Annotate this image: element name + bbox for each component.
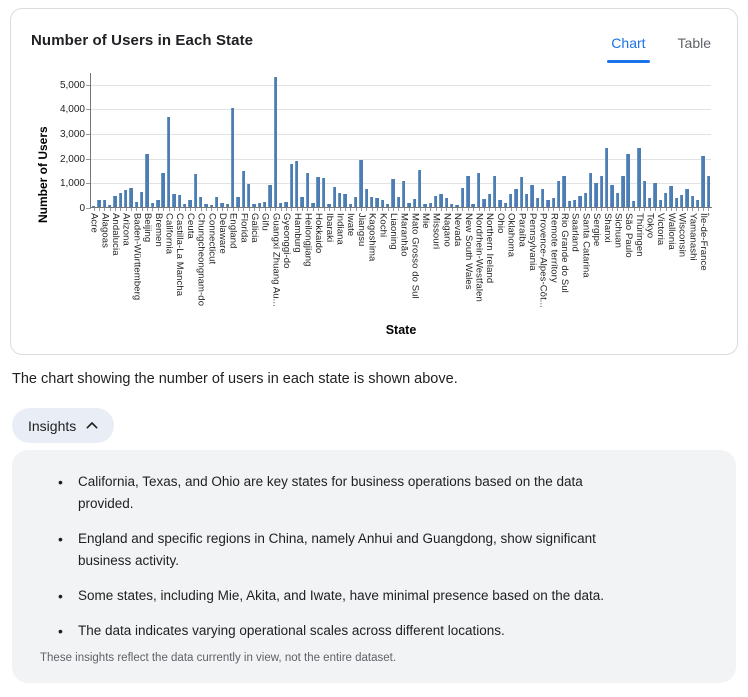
x-tick <box>275 208 276 211</box>
bar[interactable] <box>140 192 143 208</box>
x-tick <box>564 208 565 211</box>
x-tick-label: Castilla-La Mancha <box>174 213 186 297</box>
bar[interactable] <box>514 189 517 208</box>
x-tick <box>682 208 683 211</box>
x-tick <box>436 208 437 211</box>
x-tick-label: Kochi <box>377 213 389 238</box>
x-tick-label: Nordrhein-Westfalen <box>473 213 485 302</box>
x-tick <box>318 208 319 211</box>
x-tick <box>409 208 410 211</box>
x-tick <box>612 208 613 211</box>
x-tick-label: Victoria <box>655 213 667 246</box>
x-tick-label: Île-de-France <box>697 213 709 271</box>
x-tick-label: São Paulo <box>623 213 635 258</box>
x-tick <box>104 208 105 211</box>
x-tick <box>414 208 415 211</box>
x-tick <box>158 208 159 211</box>
x-tick-label: Remote territory <box>548 213 560 283</box>
x-tick-label: Wallonia <box>665 213 677 250</box>
x-tick-label: Hokkaido <box>313 213 325 254</box>
bar[interactable] <box>584 193 587 208</box>
x-tick <box>489 208 490 211</box>
x-tick-label: Arizona <box>120 213 132 246</box>
bar[interactable] <box>316 177 319 208</box>
x-tick <box>297 208 298 211</box>
y-tick-label: 0 <box>79 203 85 214</box>
x-tick <box>639 208 640 211</box>
x-tick <box>163 208 164 211</box>
x-tick <box>591 208 592 211</box>
x-tick-label: Heilongjiang <box>302 213 314 267</box>
x-tick <box>313 208 314 211</box>
x-tick-label: Jiangsu <box>355 213 367 247</box>
x-tick <box>254 208 255 211</box>
insight-line: • California, Texas, and Ohio are key states for business operations based on the data <box>78 474 583 489</box>
x-tick-label: Mato Grosso do Sul <box>409 213 421 299</box>
x-tick <box>345 208 346 211</box>
x-tick-label: Hamburg <box>291 213 303 253</box>
x-tick-label: Santa Catarina <box>580 213 592 278</box>
x-tick <box>99 208 100 211</box>
x-tick <box>623 208 624 211</box>
x-tick-label: Beijing <box>142 213 154 243</box>
x-tick-label: Chungcheongnam-do <box>195 213 207 307</box>
x-tick <box>425 208 426 211</box>
x-tick <box>446 208 447 211</box>
card-header <box>31 25 721 61</box>
y-axis-title: Number of Users <box>36 126 50 223</box>
x-tick <box>543 208 544 211</box>
x-tick-label: Andalucia <box>110 213 122 256</box>
x-tick-label: Northern Ireland <box>484 213 496 284</box>
x-tick <box>708 208 709 211</box>
bar[interactable] <box>610 185 613 208</box>
x-axis-line <box>90 207 712 208</box>
x-tick <box>334 208 335 211</box>
x-tick <box>457 208 458 211</box>
gridline <box>91 85 711 86</box>
x-tick-label: Shanxi <box>601 213 613 243</box>
x-tick <box>174 208 175 211</box>
bar[interactable] <box>621 176 624 208</box>
x-tick <box>548 208 549 211</box>
x-tick <box>484 208 485 211</box>
x-tick <box>500 208 501 211</box>
x-tick-label: Pennsylvania <box>526 213 538 271</box>
x-tick-label: Sergipe <box>591 213 603 247</box>
x-tick <box>115 208 116 211</box>
x-tick <box>372 208 373 211</box>
x-tick <box>286 208 287 211</box>
bar[interactable] <box>145 154 148 208</box>
bar[interactable] <box>626 154 629 208</box>
x-tick-label: Guangxi Zhuang Au... <box>270 213 282 307</box>
x-tick <box>356 208 357 211</box>
x-tick <box>505 208 506 211</box>
x-tick-label: Sichuan <box>612 213 624 249</box>
x-tick <box>676 208 677 211</box>
x-tick <box>147 208 148 211</box>
bar[interactable] <box>322 178 325 208</box>
x-tick <box>468 208 469 211</box>
x-tick-label: Tokyo <box>644 213 656 239</box>
x-tick <box>233 208 234 211</box>
x-tick <box>110 208 111 211</box>
bar[interactable] <box>520 177 523 208</box>
x-tick <box>617 208 618 211</box>
tab-chart[interactable]: Chart <box>609 29 647 63</box>
bar[interactable] <box>359 160 362 208</box>
bar[interactable] <box>605 148 608 208</box>
x-tick-label: Mie <box>420 213 432 229</box>
x-tick <box>532 208 533 211</box>
x-tick <box>169 208 170 211</box>
x-tick <box>660 208 661 211</box>
bar[interactable] <box>306 173 309 208</box>
x-tick <box>553 208 554 211</box>
insight-line: business activity. <box>78 553 180 568</box>
x-tick-label: Rio Grande do Sul <box>559 213 571 293</box>
x-tick-label: California <box>163 213 175 255</box>
bar[interactable] <box>365 189 368 208</box>
bar-chart <box>11 65 739 355</box>
chart-caption: The chart showing the number of users in each state is shown above. <box>12 371 458 387</box>
x-tick <box>211 208 212 211</box>
x-tick <box>698 208 699 211</box>
x-tick <box>655 208 656 211</box>
bar[interactable] <box>338 193 341 208</box>
x-tick <box>420 208 421 211</box>
gridline <box>91 134 711 135</box>
x-tick <box>206 208 207 211</box>
x-tick <box>596 208 597 211</box>
x-tick <box>398 208 399 211</box>
x-tick-label: Gyeonggi-do <box>281 213 293 269</box>
x-tick-label: Gifu <box>259 213 271 231</box>
bar[interactable] <box>461 188 464 208</box>
x-tick-label: Acre <box>88 213 100 233</box>
x-tick <box>195 208 196 211</box>
insight-line: • Some states, including Mie, Akita, and Iwate, have minimal presence based on the data. <box>78 588 605 603</box>
bar[interactable] <box>643 181 646 208</box>
x-tick-label: New South Wales <box>462 213 474 290</box>
x-tick <box>671 208 672 211</box>
x-tick <box>585 208 586 211</box>
x-tick-label: Florida <box>238 213 250 243</box>
tab-table[interactable]: Table <box>676 29 713 63</box>
x-tick <box>190 208 191 211</box>
x-tick-label: Galicia <box>249 213 261 243</box>
bar[interactable] <box>274 77 277 208</box>
x-tick-label: Missouri <box>430 213 442 250</box>
x-tick <box>601 208 602 211</box>
bar[interactable] <box>562 176 565 208</box>
y-tick <box>86 208 91 209</box>
insights-button-label: Insights <box>28 417 77 434</box>
x-tick <box>259 208 260 211</box>
bar[interactable] <box>466 176 469 208</box>
bar[interactable] <box>391 179 394 208</box>
chart-card <box>10 8 738 355</box>
insight-bullet <box>54 585 696 607</box>
x-tick <box>142 208 143 211</box>
bar[interactable] <box>343 194 346 208</box>
x-tick-label: England <box>227 213 239 249</box>
bar[interactable] <box>664 193 667 208</box>
x-tick <box>340 208 341 211</box>
bar[interactable] <box>167 117 170 208</box>
x-tick <box>404 208 405 211</box>
x-tick <box>179 208 180 211</box>
x-tick <box>452 208 453 211</box>
x-tick-label: Wisconsin <box>676 213 688 258</box>
x-tick <box>569 208 570 211</box>
x-tick <box>575 208 576 211</box>
x-tick <box>94 208 95 211</box>
bar[interactable] <box>268 185 271 208</box>
bar[interactable] <box>541 189 544 208</box>
x-tick <box>350 208 351 211</box>
x-tick <box>473 208 474 211</box>
x-tick <box>270 208 271 211</box>
x-tick <box>217 208 218 211</box>
bar[interactable] <box>637 148 640 208</box>
bar[interactable] <box>530 185 533 208</box>
x-tick <box>291 208 292 211</box>
gridline <box>91 159 711 160</box>
bar[interactable] <box>231 108 234 208</box>
bar[interactable] <box>290 164 293 208</box>
x-tick <box>131 208 132 211</box>
bar[interactable] <box>119 193 122 208</box>
x-tick-label: Connecticut <box>206 213 218 265</box>
x-tick <box>628 208 629 211</box>
x-tick-label: Delaware <box>216 213 228 254</box>
bar[interactable] <box>242 171 245 208</box>
bar[interactable] <box>247 184 250 208</box>
bar[interactable] <box>488 194 491 208</box>
x-tick-label: Nevada <box>452 213 464 247</box>
x-tick <box>527 208 528 211</box>
x-tick <box>430 208 431 211</box>
x-tick <box>495 208 496 211</box>
insight-line: • England and specific regions in China, namely Anhui and Guangdong, show significant <box>78 531 596 546</box>
x-tick <box>462 208 463 211</box>
x-tick <box>559 208 560 211</box>
x-tick <box>243 208 244 211</box>
x-tick <box>382 208 383 211</box>
chevron-up-icon <box>84 418 100 434</box>
bar[interactable] <box>707 176 710 208</box>
x-tick-label: Baden-Württemberg <box>131 213 143 301</box>
x-tick <box>607 208 608 211</box>
chart-title: Number of Users in Each State <box>31 32 254 49</box>
x-tick-label: Iwate <box>345 213 357 237</box>
x-tick-label: Thüringen <box>633 213 645 257</box>
x-tick <box>580 208 581 211</box>
bar[interactable] <box>653 183 656 208</box>
x-tick <box>227 208 228 211</box>
x-tick-label: Liaoning <box>387 213 399 250</box>
x-tick <box>537 208 538 211</box>
bar[interactable] <box>594 183 597 208</box>
x-tick <box>222 208 223 211</box>
x-tick <box>393 208 394 211</box>
insight-bullet <box>54 528 696 572</box>
bar[interactable] <box>402 181 405 208</box>
x-tick <box>185 208 186 211</box>
x-tick <box>152 208 153 211</box>
x-tick <box>687 208 688 211</box>
x-tick <box>366 208 367 211</box>
x-axis-title: State <box>385 323 417 337</box>
x-tick-label: Saarland <box>569 213 581 252</box>
x-tick-label: Ohio <box>494 213 506 234</box>
x-tick <box>238 208 239 211</box>
bar[interactable] <box>129 188 132 208</box>
x-tick <box>479 208 480 211</box>
insights-footnote: These insights reflect the data currently in view, not the entire dataset. <box>40 652 397 664</box>
bar[interactable] <box>124 190 127 208</box>
x-tick-label: Oklahoma <box>505 213 517 258</box>
x-tick-label: Ceuta <box>184 213 196 239</box>
x-tick-label: Ibaraki <box>323 213 335 243</box>
x-tick <box>516 208 517 211</box>
x-tick-label: Maranhão <box>398 213 410 257</box>
insight-bullet <box>54 471 696 515</box>
gridline <box>91 109 711 110</box>
bar[interactable] <box>509 194 512 208</box>
bar[interactable] <box>439 194 442 208</box>
x-tick <box>281 208 282 211</box>
y-tick-label: 4,000 <box>59 104 85 116</box>
insights-list <box>54 471 696 642</box>
x-tick-label: Indiana <box>334 213 346 245</box>
bar[interactable] <box>418 170 421 208</box>
x-tick <box>644 208 645 211</box>
y-tick-label: 1,000 <box>59 178 85 190</box>
x-tick <box>201 208 202 211</box>
y-tick-label: 5,000 <box>59 79 85 91</box>
bar[interactable] <box>600 176 603 208</box>
bar[interactable] <box>685 189 688 208</box>
x-tick-label: Bremen <box>152 213 164 247</box>
bar[interactable] <box>172 194 175 208</box>
x-tick <box>302 208 303 211</box>
bar[interactable] <box>525 194 528 208</box>
x-tick-label: Yamanashi <box>687 213 699 261</box>
x-tick <box>650 208 651 211</box>
x-tick <box>307 208 308 211</box>
x-tick <box>377 208 378 211</box>
x-tick <box>324 208 325 211</box>
bar[interactable] <box>333 187 336 208</box>
x-tick-label: Kagoshima <box>366 213 378 262</box>
x-tick <box>136 208 137 211</box>
bar[interactable] <box>557 181 560 208</box>
x-tick <box>634 208 635 211</box>
insight-line: provided. <box>78 496 134 511</box>
x-tick <box>120 208 121 211</box>
bar[interactable] <box>493 176 496 208</box>
x-tick-label: Nagano <box>441 213 453 247</box>
y-tick-label: 3,000 <box>59 128 85 140</box>
gridline <box>91 183 711 184</box>
x-tick-label: Alagoas <box>99 213 111 249</box>
x-tick <box>265 208 266 211</box>
y-tick-label: 2,000 <box>59 153 85 165</box>
x-tick <box>692 208 693 211</box>
bar[interactable] <box>194 174 197 208</box>
x-tick <box>511 208 512 211</box>
x-tick <box>666 208 667 211</box>
view-tabs <box>609 29 713 63</box>
x-tick <box>521 208 522 211</box>
bar[interactable] <box>161 173 164 208</box>
x-tick <box>329 208 330 211</box>
x-tick <box>703 208 704 211</box>
x-tick <box>441 208 442 211</box>
insights-panel <box>12 450 736 683</box>
insight-bullet <box>54 620 696 642</box>
x-tick <box>361 208 362 211</box>
bar[interactable] <box>589 173 592 208</box>
x-tick <box>249 208 250 211</box>
bar[interactable] <box>701 156 704 208</box>
x-tick <box>388 208 389 211</box>
insight-line: • The data indicates varying operational scales across different locations. <box>78 623 505 638</box>
x-tick-label: Paraíba <box>516 213 528 247</box>
x-tick <box>126 208 127 211</box>
x-tick-label: Provence-Alpes-Côt... <box>537 213 549 309</box>
bar[interactable] <box>669 186 672 208</box>
bar[interactable] <box>477 173 480 208</box>
y-axis-line <box>90 73 91 208</box>
bar[interactable] <box>616 193 619 208</box>
bar[interactable] <box>295 161 298 208</box>
insights-toggle-button[interactable] <box>12 408 114 443</box>
